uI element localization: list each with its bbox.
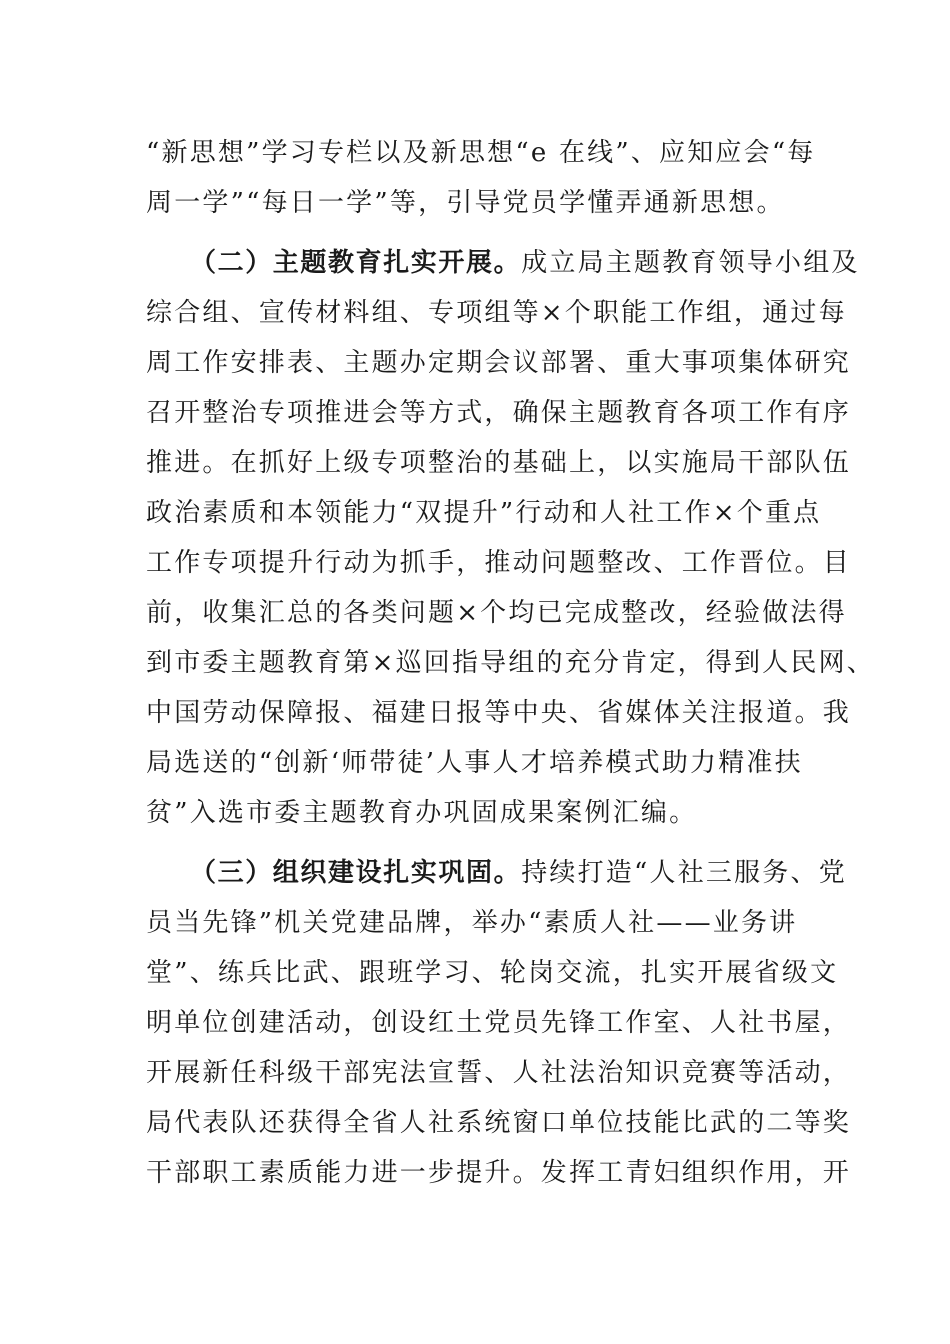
paragraph-3-line: 堂”、练兵比武、跟班学习、轮岗交流，扎实开展省级文 — [146, 958, 839, 988]
paragraph-2-line: 周工作安排表、主题办定期会议部署、重大事项集体研究 — [146, 348, 852, 378]
paragraph-2-line: 政治素质和本领能力“双提升”行动和人社工作×个重点 — [146, 498, 822, 528]
paragraph-2-line: 前，收集汇总的各类问题×个均已完成整改，经验做法得 — [146, 598, 847, 628]
section-heading-3: （三）组织建设扎实巩固。 — [190, 858, 522, 888]
paragraph-3-line: 员当先锋”机关党建品牌，举办“素质人社——业务讲 — [146, 908, 798, 938]
paragraph-3-first-line-text: 持续打造“人社三服务、党 — [521, 858, 847, 888]
section-heading-2: （二）主题教育扎实开展。 — [190, 248, 522, 278]
paragraph-2-line: 贫”入选市委主题教育办巩固成果案例汇编。 — [146, 798, 698, 828]
paragraph-2-first-line — [190, 247, 860, 279]
paragraph-3-line: 干部职工素质能力进一步提升。发挥工青妇组织作用，开 — [146, 1158, 852, 1188]
paragraph-2-line: 局选送的“创新‘师带徒’人事人才培养模式助力精准扶 — [146, 748, 803, 778]
paragraph-3-first-line — [190, 857, 847, 889]
paragraph-2-first-line-text: 成立局主题教育领导小组及 — [521, 248, 860, 278]
paragraph-2-line: 中国劳动保障报、福建日报等中央、省媒体关注报道。我 — [146, 698, 852, 728]
paragraph-1-line-2: 周一学”“每日一学”等，引导党员学懂弄通新思想。 — [146, 188, 785, 218]
paragraph-2-line: 工作专项提升行动为抓手，推动问题整改、工作晋位。目 — [146, 548, 852, 578]
paragraph-2-line: 召开整治专项推进会等方式，确保主题教育各项工作有序 — [146, 398, 852, 428]
paragraph-1-line-1: “新思想”学习专栏以及新思想“e 在线”、应知应会“每 — [146, 138, 816, 168]
paragraph-3-line: 明单位创建活动，创设红土党员先锋工作室、人社书屋， — [146, 1008, 852, 1038]
paragraph-3-line: 开展新任科级干部宪法宣誓、人社法治知识竞赛等活动， — [146, 1058, 852, 1088]
paragraph-2-line: 综合组、宣传材料组、专项组等×个职能工作组，通过每 — [146, 298, 847, 328]
paragraph-2-line: 到市委主题教育第×巡回指导组的充分肯定，得到人民网、 — [146, 648, 875, 678]
paragraph-3-line: 局代表队还获得全省人社系统窗口单位技能比武的二等奖 — [146, 1108, 852, 1138]
paragraph-2-line: 推进。在抓好上级专项整治的基础上，以实施局干部队伍 — [146, 448, 852, 478]
